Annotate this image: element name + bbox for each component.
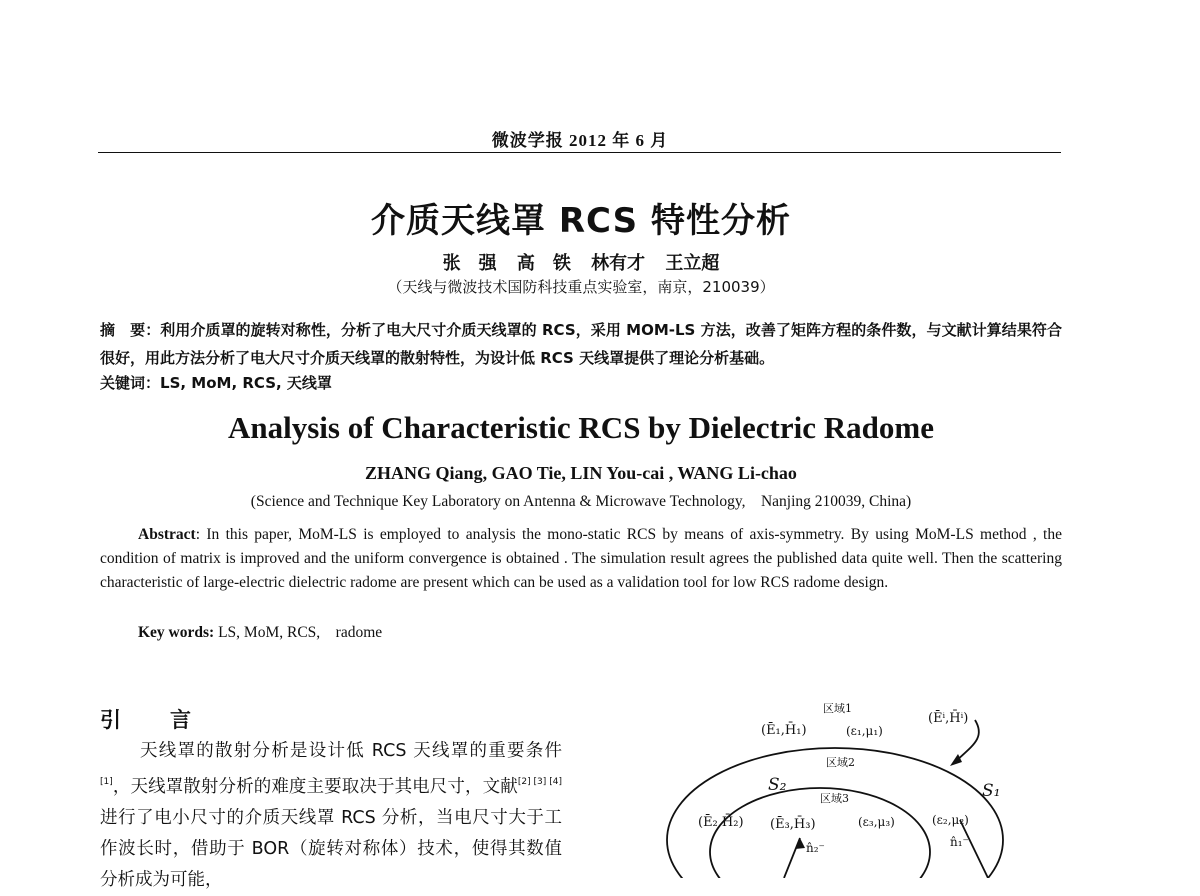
label-param3: (ε₃,μ₃) xyxy=(858,815,895,829)
citation-ref[interactable]: [1] xyxy=(100,777,113,787)
intro-paragraph xyxy=(100,736,562,896)
header-rule xyxy=(98,152,1061,153)
author-cn: 林有才 xyxy=(591,253,646,274)
label-param1: (ε₁,μ₁) xyxy=(846,724,883,738)
keywords-en xyxy=(138,620,382,642)
abstract-cn xyxy=(100,316,1062,372)
label-n2: n̂₂⁻ xyxy=(806,841,825,855)
abstract-cn-label: 摘 要 xyxy=(100,321,146,339)
abstract-en-label: Abstract xyxy=(138,526,196,543)
author-cn: 张 强 xyxy=(442,253,497,274)
title-en: Analysis of Characteristic RCS by Dielectric Radome xyxy=(228,410,934,445)
affiliation-en: (Science and Technique Key Laboratory on Antenna & Microwave Technology, Nanjing 210039, China) xyxy=(250,493,912,510)
section-heading: 引 言 xyxy=(100,708,205,732)
intro-text-1: 天线罩的散射分析是设计低 RCS 天线罩的重要条件 xyxy=(140,741,562,761)
label-param2: (ε₂,μ₂) xyxy=(932,813,969,827)
authors-en: ZHANG Qiang, GAO Tie, LIN You-cai , WANG Li-chao xyxy=(365,463,797,483)
n2-arrowhead-icon xyxy=(795,838,805,849)
keywords-cn xyxy=(100,372,332,393)
authors-cn xyxy=(0,249,1162,275)
title-cn: 介质天线罩 RCS 特性分析 xyxy=(371,201,791,241)
author-cn: 王立超 xyxy=(665,253,720,274)
keywords-en-value: LS, MoM, RCS, radome xyxy=(214,624,383,641)
label-s1: S₁ xyxy=(982,781,1001,801)
label-region1: 区域1 xyxy=(823,702,852,715)
label-field2: (Ē₂,H̄₂) xyxy=(698,815,744,830)
intro-text-3: 进行了电小尺寸的介质天线罩 RCS 分析，当电尺寸大于工作波长时，借助于 BOR（旋转对称体）技术，使得其数值分析成为可能， xyxy=(100,808,562,890)
keywords-cn-label: 关键词： xyxy=(100,374,161,392)
intro-text-2: ，天线罩散射分析的难度主要取决于其电尺寸，文献 xyxy=(112,777,518,797)
arrow-n1 xyxy=(960,820,988,878)
abstract-cn-text: ：利用介质罩的旋转对称性，分析了电大尺寸介质天线罩的 RCS，采用 MOM-LS 方法，改善了矩阵方程的条件数，与文献计算结果符合很好，用此方法分析了电大尺寸介质天线罩的散射特性，为设计低 RCS 天线罩提供了理论分析基础。 xyxy=(100,321,1062,367)
label-field3: (Ē₃,H̄₃) xyxy=(770,817,816,832)
citation-ref[interactable]: [2] [3] [4] xyxy=(517,777,563,787)
radome-diagram xyxy=(660,690,1020,878)
label-region3: 区域3 xyxy=(820,792,849,805)
author-cn: 高 铁 xyxy=(516,253,571,274)
keywords-en-label: Key words: xyxy=(138,624,215,641)
affiliation-cn: （天线与微波技术国防科技重点实验室，南京，210039） xyxy=(387,278,775,296)
journal-header: 微波学报 2012 年 6 月 xyxy=(491,131,669,150)
keywords-cn-value: LS, MoM, RCS, 天线罩 xyxy=(160,374,332,392)
abstract-en-text: : In this paper, MoM-LS is employed to analysis the mono-static RCS by means of axis-symmetry. By using MoM-LS method , the condition of matrix is improved and the uniform convergence is obtained . The simulation result agrees the published data quite well. Then the scattering characteristic of large-electric dielectric radome are present which can be used as a validation tool for low RCS radome design. xyxy=(100,526,1062,591)
incident-arrowhead-icon xyxy=(950,754,962,766)
abstract-en xyxy=(100,523,1062,595)
label-n1: n̂₁⁻ xyxy=(950,835,969,849)
label-s2: S₂ xyxy=(768,775,787,795)
label-field1: (Ē₁,H̄₁) xyxy=(761,723,807,738)
label-incident: (Ēⁱ,H̄ⁱ) xyxy=(928,711,969,726)
label-region2: 区域2 xyxy=(826,756,855,769)
